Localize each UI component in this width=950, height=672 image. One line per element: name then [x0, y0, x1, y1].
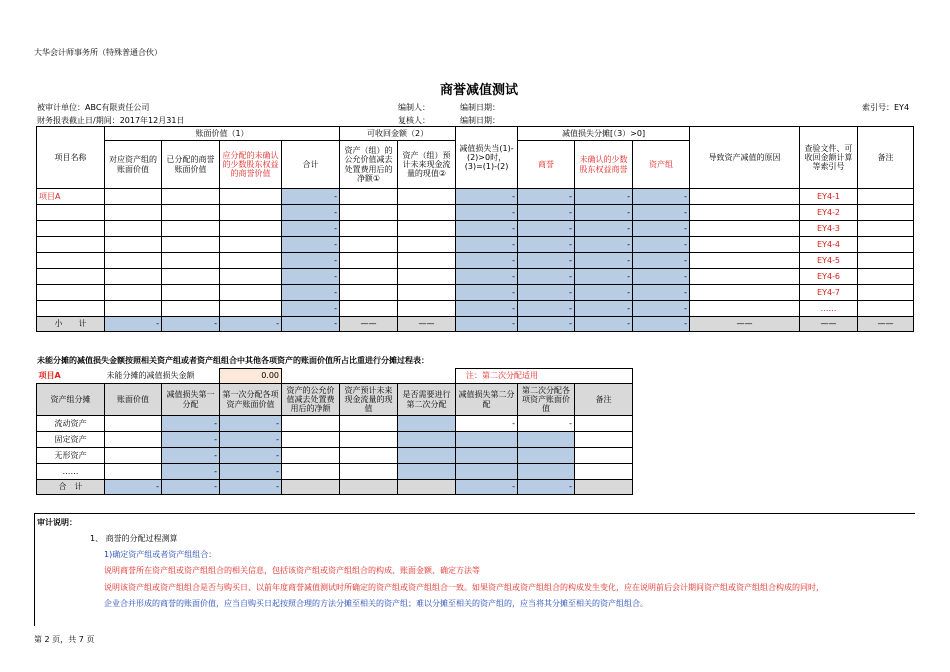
table-cell[interactable] [282, 448, 340, 464]
alloc-after-first[interactable]: - [220, 448, 282, 464]
table-cell[interactable] [162, 285, 220, 301]
table-row [37, 269, 914, 285]
row-goodwill[interactable]: - [518, 269, 575, 285]
group-recoverable: 可收回金额（2） [340, 127, 456, 141]
alloc-total-cell: - [220, 480, 282, 495]
row-minority[interactable]: - [575, 221, 633, 237]
col-impairment: 减值损失当(1)-(2)>0时，(3)=(1)-(2) [456, 127, 518, 189]
row-minority[interactable]: - [575, 237, 633, 253]
table-cell[interactable] [858, 285, 914, 301]
table-cell[interactable] [398, 448, 456, 464]
row-item-name[interactable] [37, 269, 105, 285]
row-ref[interactable]: EY4-4 [800, 237, 858, 253]
row-impairment[interactable]: - [456, 237, 518, 253]
table-cell[interactable] [340, 285, 398, 301]
table-cell[interactable] [105, 189, 162, 205]
row-item-name[interactable] [37, 221, 105, 237]
row-impairment[interactable]: - [456, 221, 518, 237]
row-minority[interactable]: - [575, 189, 633, 205]
table-cell[interactable] [220, 269, 282, 285]
col-total: 合计 [282, 141, 340, 189]
row-total[interactable]: - [282, 205, 340, 221]
alloc-second[interactable] [456, 432, 518, 448]
subtotal-cell: - [162, 317, 220, 332]
row-impairment[interactable]: - [456, 253, 518, 269]
group-book-value: 账面价值（1） [105, 127, 340, 141]
alloc-col-after-second: 第二次分配各项资产账面价值 [518, 384, 575, 416]
table-cell[interactable] [105, 237, 162, 253]
alloc-col-book: 账面价值 [105, 384, 162, 416]
table-cell[interactable] [340, 253, 398, 269]
row-goodwill[interactable]: - [518, 253, 575, 269]
subtotal-cell: —— [690, 317, 800, 332]
unallocated-label: 未能分摊的减值损失金额 [106, 371, 195, 381]
alloc-total-cell: - [518, 480, 575, 495]
row-total[interactable]: - [282, 301, 340, 317]
table-cell[interactable] [282, 464, 340, 480]
row-item-name[interactable] [37, 285, 105, 301]
table-cell[interactable] [105, 416, 162, 432]
table-cell[interactable] [340, 205, 398, 221]
col-fair-value: 资产（组）的公允价值减去处置费用后的净额① [340, 141, 398, 189]
table-cell[interactable] [690, 221, 800, 237]
table-cell[interactable] [575, 448, 633, 464]
table-cell[interactable] [340, 416, 398, 432]
table-cell[interactable] [105, 448, 162, 464]
alloc-row-label[interactable]: 无形资产 [37, 448, 105, 464]
table-cell[interactable] [105, 285, 162, 301]
alloc-after-first[interactable]: - [220, 464, 282, 480]
row-minority[interactable]: - [575, 269, 633, 285]
col-reason: 导致资产减值的原因 [690, 127, 800, 189]
table-cell[interactable] [105, 253, 162, 269]
row-item-name[interactable] [37, 237, 105, 253]
table-cell[interactable] [340, 464, 398, 480]
audit-line1: 1、 商誉的分配过程测算 [90, 534, 178, 543]
table-cell[interactable] [162, 301, 220, 317]
table-cell[interactable] [858, 189, 914, 205]
table-cell[interactable] [858, 253, 914, 269]
col-docs: 查验文件、可收回金额计算等索引号 [800, 127, 858, 189]
alloc-after-second[interactable] [518, 464, 575, 480]
subtotal-cell: - [105, 317, 162, 332]
alloc-col-second: 减值损失第二分配 [456, 384, 518, 416]
table-row [37, 189, 914, 205]
row-ref[interactable]: EY4-3 [800, 221, 858, 237]
impairment-table [36, 126, 914, 332]
table-cell[interactable] [105, 205, 162, 221]
table-cell[interactable] [220, 205, 282, 221]
row-asset-group[interactable]: - [633, 221, 690, 237]
table-cell[interactable] [575, 432, 633, 448]
alloc-total-label: 合 计 [37, 480, 105, 495]
row-ref[interactable]: EY4-6 [800, 269, 858, 285]
col-goodwill: 商誉 [518, 141, 575, 189]
col-pv-cash: 资产（组）预计未来现金流量的现值② [398, 141, 456, 189]
table-cell[interactable] [340, 237, 398, 253]
row-asset-group[interactable]: - [633, 205, 690, 221]
row-item-name[interactable]: 项目A [37, 189, 105, 205]
row-asset-group[interactable]: - [633, 253, 690, 269]
alloc-total-cell: - [456, 480, 518, 495]
row-total[interactable]: - [282, 269, 340, 285]
second-alloc-note: 注：第二次分配适用 [456, 369, 633, 384]
row-goodwill[interactable]: - [518, 205, 575, 221]
alloc-col-need-second: 是否需要进行第二次分配 [398, 384, 456, 416]
alloc-first[interactable]: - [162, 416, 220, 432]
page-title: 商誉减值测试 [440, 83, 519, 98]
table-cell[interactable] [690, 189, 800, 205]
table-cell[interactable] [398, 237, 456, 253]
table-cell[interactable] [162, 221, 220, 237]
alloc-row [37, 448, 633, 464]
table-row [37, 205, 914, 221]
alloc-after-second[interactable]: - [518, 416, 575, 432]
alloc-second[interactable]: - [456, 416, 518, 432]
row-asset-group[interactable]: - [633, 237, 690, 253]
alloc-col-asset: 资产组分摊 [37, 384, 105, 416]
table-row [37, 237, 914, 253]
alloc-col-remark: 备注 [575, 384, 633, 416]
audit-line5: 企业合并形成的商誉的账面价值，应当自购买日起按照合理的方法分摊至相关的资产组；难以分摊至相关的资产组的，应当将其分摊至相关的资产组组合。 [104, 599, 648, 608]
row-ref[interactable]: EY4-7 [800, 285, 858, 301]
subtotal-label: 小 计 [37, 317, 105, 332]
alloc-col-fair: 资产的公允价值减去处置费用后的净额 [282, 384, 340, 416]
table-cell[interactable] [690, 301, 800, 317]
row-ref[interactable]: EY4-1 [800, 189, 858, 205]
row-ref[interactable]: EY4-2 [800, 205, 858, 221]
alloc-row [37, 464, 633, 480]
alloc-after-first[interactable]: - [220, 432, 282, 448]
table-cell[interactable] [340, 269, 398, 285]
table-cell[interactable] [340, 221, 398, 237]
page-footer: 第 2 页，共 7 页 [34, 635, 95, 644]
row-item-name[interactable] [37, 301, 105, 317]
alloc-item: 项目A [38, 371, 61, 381]
col-note: 备注 [858, 127, 914, 189]
table-cell[interactable] [690, 285, 800, 301]
row-asset-group[interactable]: - [633, 269, 690, 285]
row-minority[interactable]: - [575, 205, 633, 221]
table-cell[interactable] [105, 301, 162, 317]
allocation-table [36, 368, 633, 495]
alloc-after-second[interactable] [518, 448, 575, 464]
table-cell[interactable] [858, 237, 914, 253]
table-cell[interactable] [220, 221, 282, 237]
table-cell[interactable] [398, 269, 456, 285]
table-cell[interactable] [105, 464, 162, 480]
subtotal-cell: —— [858, 317, 914, 332]
row-total[interactable]: - [282, 253, 340, 269]
row-minority[interactable]: - [575, 301, 633, 317]
table-cell[interactable] [398, 464, 456, 480]
section2-title: 未能分摊的减值损失金额按照相关资产组或者资产组组合中其他各项资产的账面价值所占比重进行分摊过程表： [37, 356, 429, 365]
table-cell[interactable] [162, 189, 220, 205]
row-goodwill[interactable]: - [518, 237, 575, 253]
firm-name: 大华会计师事务所（特殊普通合伙） [34, 48, 162, 57]
table-cell[interactable] [162, 205, 220, 221]
table-cell[interactable] [162, 237, 220, 253]
row-ref[interactable]: EY4-5 [800, 253, 858, 269]
alloc-after-first[interactable]: - [220, 416, 282, 432]
row-goodwill[interactable]: - [518, 301, 575, 317]
table-cell[interactable] [398, 285, 456, 301]
table-cell[interactable] [575, 416, 633, 432]
alloc-col-first: 减值损失第一分配 [162, 384, 220, 416]
alloc-second[interactable] [456, 464, 518, 480]
group-allocation: 减值损失分摊[（3）>0] [518, 127, 690, 141]
alloc-first[interactable]: - [162, 432, 220, 448]
subtotal-cell: —— [340, 317, 398, 332]
col-minority-goodwill: 应分配的未确认的少数股东权益的商誉价值 [220, 141, 282, 189]
preparer-label: 编制人： [398, 103, 430, 112]
table-cell[interactable] [398, 221, 456, 237]
alloc-first[interactable]: - [162, 464, 220, 480]
row-impairment[interactable]: - [456, 205, 518, 221]
table-cell[interactable] [858, 205, 914, 221]
row-total[interactable]: - [282, 189, 340, 205]
table-cell[interactable] [398, 253, 456, 269]
col-goodwill-book: 已分配的商誉账面价值 [162, 141, 220, 189]
table-cell[interactable] [398, 205, 456, 221]
audit-heading: 审计说明： [37, 518, 77, 527]
row-ref[interactable]: …… [800, 301, 858, 317]
table-cell[interactable] [220, 253, 282, 269]
audit-line3: 说明商誉所在资产组或资产组组合的相关信息，包括该资产组或资产组组合的构成、账面金额、确定方法等 [104, 566, 480, 575]
table-cell[interactable] [858, 301, 914, 317]
alloc-row-label[interactable]: …… [37, 464, 105, 480]
alloc-row [37, 416, 633, 432]
table-cell[interactable] [690, 253, 800, 269]
table-cell[interactable] [220, 301, 282, 317]
table-cell[interactable] [398, 189, 456, 205]
alloc-total-cell: - [162, 480, 220, 495]
row-goodwill[interactable]: - [518, 221, 575, 237]
row-item-name[interactable] [37, 205, 105, 221]
row-impairment[interactable]: - [456, 301, 518, 317]
row-total[interactable]: - [282, 285, 340, 301]
subtotal-cell: - [633, 317, 690, 332]
col-asset-book: 对应资产组的账面价值 [105, 141, 162, 189]
table-cell[interactable] [220, 285, 282, 301]
subtotal-cell: - [518, 317, 575, 332]
table-cell[interactable] [220, 237, 282, 253]
row-impairment[interactable]: - [456, 285, 518, 301]
table-cell[interactable] [690, 237, 800, 253]
period-label: 财务报表截止日/期间：2017年12月31日 [37, 116, 185, 125]
row-total[interactable]: - [282, 237, 340, 253]
table-cell[interactable] [162, 269, 220, 285]
table-cell[interactable] [282, 432, 340, 448]
table-cell[interactable] [162, 253, 220, 269]
col-asset-group: 资产组 [633, 141, 690, 189]
table-cell[interactable] [398, 301, 456, 317]
table-cell[interactable] [690, 269, 800, 285]
table-cell[interactable] [105, 221, 162, 237]
table-cell[interactable] [398, 432, 456, 448]
subtotal-cell: —— [800, 317, 858, 332]
table-cell[interactable] [340, 432, 398, 448]
table-cell[interactable] [858, 269, 914, 285]
row-goodwill[interactable]: - [518, 285, 575, 301]
table-cell[interactable] [340, 448, 398, 464]
subtotal-cell: - [282, 317, 340, 332]
table-cell[interactable] [220, 189, 282, 205]
col-item: 项目名称 [37, 127, 105, 189]
alloc-row-label[interactable]: 流动资产 [37, 416, 105, 432]
row-asset-group[interactable]: - [633, 285, 690, 301]
table-row [37, 301, 914, 317]
table-cell[interactable] [858, 221, 914, 237]
table-row [37, 285, 914, 301]
prep-date-label: 编制日期： [460, 103, 500, 112]
alloc-after-second[interactable] [518, 432, 575, 448]
row-goodwill[interactable]: - [518, 189, 575, 205]
subtotal-cell: - [220, 317, 282, 332]
table-cell[interactable] [690, 205, 800, 221]
alloc-first[interactable]: - [162, 448, 220, 464]
row-total[interactable]: - [282, 221, 340, 237]
subtotal-cell: - [456, 317, 518, 332]
row-impairment[interactable]: - [456, 189, 518, 205]
row-item-name[interactable] [37, 253, 105, 269]
alloc-row [37, 432, 633, 448]
unallocated-value[interactable]: 0.00 [220, 369, 282, 384]
col-minority: 未确认的少数股东权益商誉 [575, 141, 633, 189]
alloc-row-label[interactable]: 固定资产 [37, 432, 105, 448]
row-asset-group[interactable]: - [633, 301, 690, 317]
alloc-col-after-first: 第一次分配各项资产账面价值 [220, 384, 282, 416]
table-cell[interactable] [105, 269, 162, 285]
subtotal-cell: —— [398, 317, 456, 332]
review-date-label: 编制日期： [460, 116, 500, 125]
subtotal-cell: - [575, 317, 633, 332]
entity-label: 被审计单位：ABC有限责任公司 [37, 103, 150, 112]
alloc-total-cell: - [105, 480, 162, 495]
index-label: 索引号：EY4 [862, 103, 910, 112]
table-cell[interactable] [282, 416, 340, 432]
table-cell[interactable] [105, 432, 162, 448]
table-row [37, 221, 914, 237]
audit-line4: 说明该资产组或资产组组合是否与购买日、以前年度商誉减值测试时所确定的资产组或资产组组合一致。如果资产组或资产组组合的构成发生变化，应在说明前后会计期间资产组或资产组组合构成的同时， [104, 583, 824, 592]
table-cell[interactable] [340, 189, 398, 205]
audit-line2: 1)确定资产组或者资产组组合： [104, 550, 217, 559]
table-cell[interactable] [340, 301, 398, 317]
alloc-second[interactable] [456, 448, 518, 464]
table-row [37, 253, 914, 269]
row-minority[interactable]: - [575, 285, 633, 301]
table-cell[interactable] [575, 464, 633, 480]
reviewer-label: 复核人： [398, 116, 430, 125]
alloc-col-pv: 资产预计未来现金流量的现值 [340, 384, 398, 416]
table-cell[interactable] [398, 416, 456, 432]
row-impairment[interactable]: - [456, 269, 518, 285]
row-asset-group[interactable]: - [633, 189, 690, 205]
row-minority[interactable]: - [575, 253, 633, 269]
